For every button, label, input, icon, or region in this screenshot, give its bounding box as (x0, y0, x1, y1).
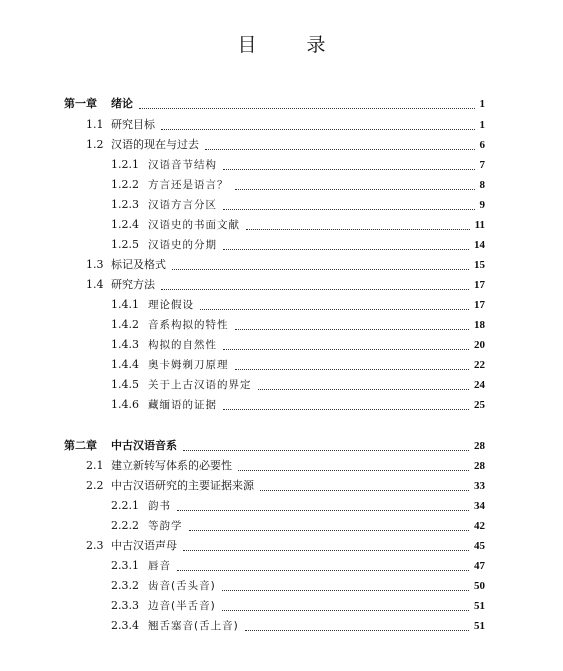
toc-entry-page-number: 7 (479, 159, 485, 171)
toc-entry (0, 557, 563, 575)
toc-entry-number: 1.4 (86, 278, 104, 291)
dot-leader (223, 248, 469, 250)
toc-entry-page-number: 25 (474, 399, 485, 411)
dot-leader (161, 128, 475, 130)
dot-leader (205, 148, 475, 150)
toc-entry (0, 156, 563, 174)
toc-entry-page-number: 50 (474, 580, 485, 592)
dot-leader (172, 268, 469, 270)
toc-entry-number: 1.2.2 (111, 178, 139, 191)
toc-entry-title: 汉语史的书面文献 (148, 219, 240, 231)
toc-entry-title: 边音(半舌音) (148, 600, 216, 612)
toc-entry (0, 597, 563, 615)
dot-leader (189, 529, 470, 531)
dot-leader (222, 609, 469, 611)
toc-entry-number: 1.2 (86, 138, 104, 151)
dot-leader (183, 549, 469, 551)
toc-entry-number: 2.3.2 (111, 579, 139, 592)
toc-entry-page-number: 33 (474, 480, 485, 492)
toc-entry-number: 1.4.5 (111, 378, 139, 391)
toc-entry-number: 2.3.1 (111, 559, 139, 572)
toc-entry-number: 1.4.6 (111, 398, 139, 411)
toc-entry-number: 2.2.2 (111, 519, 139, 532)
toc-entry-page-number: 42 (474, 520, 485, 532)
toc-entry-page-number: 18 (474, 319, 485, 331)
toc-entry (0, 95, 563, 113)
page-title: 目 录 (237, 34, 348, 56)
toc-entry (0, 256, 563, 274)
dot-leader (177, 569, 469, 571)
dot-leader (245, 629, 469, 631)
toc-entry-title: 建立新转写体系的必要性 (111, 459, 232, 472)
toc-entry-title: 中古汉语研究的主要证据来源 (111, 479, 254, 492)
toc-entry (0, 296, 563, 314)
toc-entry (0, 216, 563, 234)
toc-entry-page-number: 17 (474, 299, 485, 311)
toc-entry-number: 1.4.3 (111, 338, 139, 351)
toc-entry-page-number: 20 (474, 339, 485, 351)
dot-leader (238, 469, 469, 471)
dot-leader (246, 228, 470, 230)
toc-entry-title: 音系构拟的特性 (148, 319, 229, 331)
toc-entry-page-number: 28 (474, 460, 485, 472)
dot-leader (223, 348, 469, 350)
toc-entry (0, 517, 563, 535)
toc-entry (0, 236, 563, 254)
toc-entry-number: 2.2 (86, 479, 104, 492)
toc-entry (0, 356, 563, 374)
dot-leader (222, 589, 469, 591)
toc-entry-title: 汉语音节结构 (148, 159, 217, 171)
toc-entry (0, 617, 563, 635)
toc-entry-title: 中古汉语声母 (111, 539, 177, 552)
dot-leader (223, 208, 475, 210)
toc-entry-title: 汉语史的分期 (148, 239, 217, 251)
dot-leader (223, 408, 469, 410)
dot-leader (139, 107, 475, 109)
dot-leader (177, 509, 469, 511)
dot-leader (235, 368, 470, 370)
toc-entry-page-number: 6 (479, 139, 485, 151)
toc-entry-page-number: 8 (479, 179, 485, 191)
toc-entry (0, 577, 563, 595)
toc-entry-number: 1.2.4 (111, 218, 139, 231)
toc-entry-page-number: 11 (474, 219, 485, 231)
toc-entry-title: 构拟的自然性 (148, 339, 217, 351)
toc-entry (0, 396, 563, 414)
toc-entry-title: 研究目标 (111, 118, 155, 131)
toc-entry-page-number: 15 (474, 259, 485, 271)
toc-entry-number: 2.1 (86, 459, 104, 472)
toc-entry-title: 理论假设 (148, 299, 194, 311)
toc-entry-page-number: 1 (479, 119, 485, 131)
toc-entry-page-number: 1 (479, 98, 485, 110)
toc-entry (0, 537, 563, 555)
toc-entry-page-number: 14 (474, 239, 485, 251)
toc-entry-page-number: 24 (474, 379, 485, 391)
toc-entry-page-number: 47 (474, 560, 485, 572)
toc-entry (0, 276, 563, 294)
dot-leader (235, 188, 475, 190)
toc-entry-number: 1.2.5 (111, 238, 139, 251)
dot-leader (200, 308, 469, 310)
toc-entry-title: 齿音(舌头音) (148, 580, 216, 592)
toc-entry-page-number: 28 (474, 440, 485, 452)
toc-entry-title: 标记及格式 (111, 258, 166, 271)
toc-entry (0, 477, 563, 495)
toc-entry-number: 2.3.4 (111, 619, 139, 632)
toc-entry-number: 第二章 (64, 439, 97, 452)
toc-entry-page-number: 34 (474, 500, 485, 512)
toc-entry-number: 2.3.3 (111, 599, 139, 612)
toc-entry-number: 1.3 (86, 258, 104, 271)
toc-entry-page-number: 22 (474, 359, 485, 371)
toc-entry-number: 第一章 (64, 97, 97, 110)
toc-entry-title: 藏缅语的证据 (148, 399, 217, 411)
toc-entry-number: 1.4.1 (111, 298, 139, 311)
toc-entry-title: 研究方法 (111, 278, 155, 291)
toc-entry-page-number: 9 (479, 199, 485, 211)
toc-entry (0, 336, 563, 354)
toc-entry (0, 176, 563, 194)
toc-entry (0, 497, 563, 515)
toc-entry-title: 绪论 (111, 97, 133, 110)
dot-leader (183, 449, 469, 451)
toc-entry-number: 1.4.4 (111, 358, 139, 371)
toc-entry-title: 方言还是语言？ (148, 179, 229, 191)
toc-entry-title: 唇音 (148, 560, 171, 572)
toc-entry-title: 等韵学 (148, 520, 183, 532)
toc-entry (0, 136, 563, 154)
dot-leader (258, 388, 470, 390)
toc-entry (0, 457, 563, 475)
toc-entry (0, 116, 563, 134)
dot-leader (223, 168, 475, 170)
dot-leader (260, 489, 469, 491)
toc-entry-page-number: 45 (474, 540, 485, 552)
toc-entry-title: 关于上古汉语的界定 (148, 379, 252, 391)
toc-entry-title: 奥卡姆剃刀原理 (148, 359, 229, 371)
toc-entry (0, 376, 563, 394)
toc-entry-number: 1.2.3 (111, 198, 139, 211)
toc-entry-number: 2.2.1 (111, 499, 139, 512)
dot-leader (161, 288, 469, 290)
toc-entry-title: 汉语的现在与过去 (111, 138, 199, 151)
toc-entry-title: 翘舌塞音(舌上音) (148, 620, 239, 632)
toc-entry-title: 中古汉语音系 (111, 439, 177, 452)
toc-entry-title: 韵书 (148, 500, 171, 512)
toc-entry-number: 1.2.1 (111, 158, 139, 171)
toc-entry-page-number: 51 (474, 620, 485, 632)
toc-entry (0, 316, 563, 334)
toc-entry (0, 437, 563, 455)
toc-entry-number: 1.4.2 (111, 318, 139, 331)
dot-leader (235, 328, 470, 330)
toc-entry-page-number: 51 (474, 600, 485, 612)
toc-entry-number: 1.1 (86, 118, 104, 131)
toc-entry-number: 2.3 (86, 539, 104, 552)
toc-entry-page-number: 17 (474, 279, 485, 291)
toc-entry-title: 汉语方言分区 (148, 199, 217, 211)
toc-entry (0, 196, 563, 214)
